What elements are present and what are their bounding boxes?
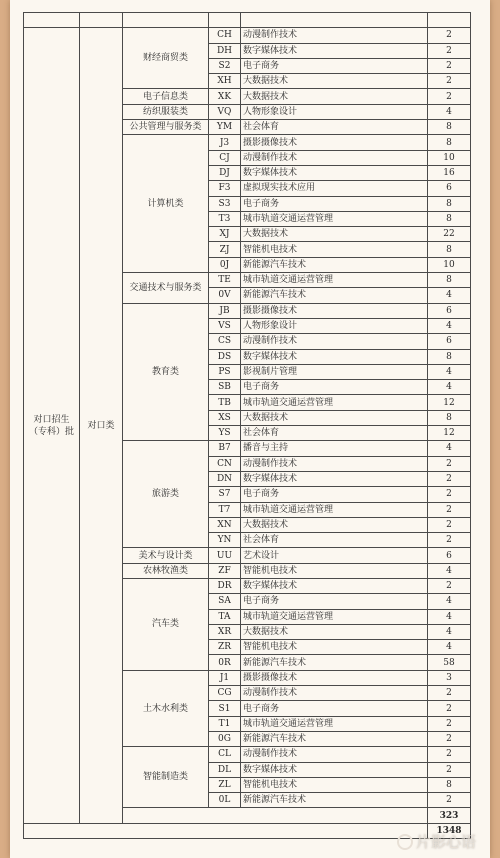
group-name-cell: 农林牧渔类 bbox=[123, 563, 209, 578]
group-name-cell: 旅游类 bbox=[123, 441, 209, 548]
code-cell: DR bbox=[209, 578, 241, 593]
major-cell: 动漫制作技术 bbox=[241, 747, 428, 762]
batch-cell bbox=[24, 28, 80, 823]
quota-cell: 4 bbox=[428, 594, 471, 609]
code-cell: CG bbox=[209, 686, 241, 701]
code-cell: XN bbox=[209, 517, 241, 532]
code-cell: 0G bbox=[209, 731, 241, 746]
code-cell: T1 bbox=[209, 716, 241, 731]
code-cell: DN bbox=[209, 471, 241, 486]
code-cell: YM bbox=[209, 120, 241, 135]
quota-cell: 2 bbox=[428, 533, 471, 548]
code-cell: T7 bbox=[209, 502, 241, 517]
quota-cell: 2 bbox=[428, 747, 471, 762]
major-cell: 新能源汽车技术 bbox=[241, 257, 428, 272]
major-cell: 城市轨道交通运营管理 bbox=[241, 716, 428, 731]
enrollment-plan-table bbox=[23, 12, 471, 839]
code-cell: CL bbox=[209, 747, 241, 762]
major-cell: 播音与主持 bbox=[241, 441, 428, 456]
quota-cell: 3 bbox=[428, 670, 471, 685]
major-cell: 电子商务 bbox=[241, 701, 428, 716]
major-cell: 智能机电技术 bbox=[241, 242, 428, 257]
major-cell: 数字媒体技术 bbox=[241, 349, 428, 364]
quota-cell: 2 bbox=[428, 686, 471, 701]
code-cell: PS bbox=[209, 364, 241, 379]
major-cell: 智能机电技术 bbox=[241, 640, 428, 655]
table-row bbox=[24, 28, 471, 43]
code-cell: J1 bbox=[209, 670, 241, 685]
code-cell: S3 bbox=[209, 196, 241, 211]
quota-cell: 2 bbox=[428, 58, 471, 73]
group-name-cell: 计算机类 bbox=[123, 135, 209, 273]
major-cell: 电子商务 bbox=[241, 487, 428, 502]
code-cell: XH bbox=[209, 74, 241, 89]
major-cell: 城市轨道交通运营管理 bbox=[241, 395, 428, 410]
major-cell: 数字媒体技术 bbox=[241, 471, 428, 486]
group-name-cell: 财经商贸类 bbox=[123, 28, 209, 89]
code-cell: CH bbox=[209, 28, 241, 43]
major-cell: 数字媒体技术 bbox=[241, 762, 428, 777]
major-cell: 城市轨道交通运营管理 bbox=[241, 273, 428, 288]
major-cell: 社会体育 bbox=[241, 120, 428, 135]
code-cell: TE bbox=[209, 273, 241, 288]
watermark bbox=[397, 831, 476, 852]
quota-cell: 2 bbox=[428, 28, 471, 43]
major-cell: 智能机电技术 bbox=[241, 777, 428, 792]
major-cell: 动漫制作技术 bbox=[241, 334, 428, 349]
code-cell: 0V bbox=[209, 288, 241, 303]
quota-cell: 6 bbox=[428, 548, 471, 563]
major-cell: 大数据技术 bbox=[241, 410, 428, 425]
code-cell: TB bbox=[209, 395, 241, 410]
quota-cell: 16 bbox=[428, 165, 471, 180]
group-name-cell: 美术与设计类 bbox=[123, 548, 209, 563]
code-cell: SB bbox=[209, 380, 241, 395]
quota-cell: 6 bbox=[428, 303, 471, 318]
major-cell: 动漫制作技术 bbox=[241, 28, 428, 43]
major-cell: 数字媒体技术 bbox=[241, 165, 428, 180]
quota-cell: 2 bbox=[428, 716, 471, 731]
major-cell: 智能机电技术 bbox=[241, 563, 428, 578]
major-cell: 新能源汽车技术 bbox=[241, 288, 428, 303]
quota-cell: 8 bbox=[428, 410, 471, 425]
top-bar-cell bbox=[209, 13, 241, 28]
quota-cell: 2 bbox=[428, 43, 471, 58]
group-name-cell: 土木水利类 bbox=[123, 670, 209, 746]
major-cell: 动漫制作技术 bbox=[241, 456, 428, 471]
major-cell: 社会体育 bbox=[241, 426, 428, 441]
quota-cell: 2 bbox=[428, 89, 471, 104]
code-cell: 0L bbox=[209, 793, 241, 808]
code-cell: TA bbox=[209, 609, 241, 624]
category-cell: 对口类 bbox=[80, 28, 123, 823]
quota-cell: 2 bbox=[428, 701, 471, 716]
document-page bbox=[10, 0, 490, 858]
quota-cell: 4 bbox=[428, 288, 471, 303]
code-cell: UU bbox=[209, 548, 241, 563]
top-bar-cell bbox=[80, 13, 123, 28]
quota-cell: 8 bbox=[428, 135, 471, 150]
quota-cell: 2 bbox=[428, 578, 471, 593]
code-cell: XR bbox=[209, 624, 241, 639]
code-cell: JB bbox=[209, 303, 241, 318]
code-cell: XK bbox=[209, 89, 241, 104]
quota-cell: 2 bbox=[428, 762, 471, 777]
major-cell: 数字媒体技术 bbox=[241, 43, 428, 58]
code-cell: ZJ bbox=[209, 242, 241, 257]
major-cell: 人物形象设计 bbox=[241, 318, 428, 333]
code-cell: YS bbox=[209, 426, 241, 441]
quota-cell: 8 bbox=[428, 242, 471, 257]
quota-cell: 4 bbox=[428, 364, 471, 379]
code-cell: VS bbox=[209, 318, 241, 333]
quota-cell: 12 bbox=[428, 426, 471, 441]
quota-cell: 2 bbox=[428, 731, 471, 746]
code-cell: ZL bbox=[209, 777, 241, 792]
code-cell: ZR bbox=[209, 640, 241, 655]
code-cell: S2 bbox=[209, 58, 241, 73]
major-cell: 虚拟现实技术应用 bbox=[241, 181, 428, 196]
top-bar-cell bbox=[241, 13, 428, 28]
batch-line2: （专科）批 bbox=[28, 426, 74, 437]
major-cell: 数字媒体技术 bbox=[241, 578, 428, 593]
major-cell: 动漫制作技术 bbox=[241, 150, 428, 165]
code-cell: 0R bbox=[209, 655, 241, 670]
code-cell: SA bbox=[209, 594, 241, 609]
group-name-cell: 电子信息类 bbox=[123, 89, 209, 104]
code-cell: VQ bbox=[209, 104, 241, 119]
quota-cell: 2 bbox=[428, 487, 471, 502]
code-cell: F3 bbox=[209, 181, 241, 196]
watermark-text: 片影心语 bbox=[415, 833, 476, 851]
quota-cell: 58 bbox=[428, 655, 471, 670]
table-body bbox=[24, 13, 471, 839]
quota-cell: 2 bbox=[428, 793, 471, 808]
quota-cell: 8 bbox=[428, 211, 471, 226]
grand-total-blank bbox=[24, 823, 428, 838]
code-cell: CJ bbox=[209, 150, 241, 165]
code-cell: DH bbox=[209, 43, 241, 58]
code-cell: B7 bbox=[209, 441, 241, 456]
quota-cell: 8 bbox=[428, 349, 471, 364]
major-cell: 电子商务 bbox=[241, 380, 428, 395]
major-cell: 人物形象设计 bbox=[241, 104, 428, 119]
code-cell: 0J bbox=[209, 257, 241, 272]
major-cell: 城市轨道交通运营管理 bbox=[241, 211, 428, 226]
quota-cell: 6 bbox=[428, 334, 471, 349]
top-bar-cell bbox=[24, 13, 80, 28]
quota-cell: 6 bbox=[428, 181, 471, 196]
major-cell: 大数据技术 bbox=[241, 517, 428, 532]
code-cell: XS bbox=[209, 410, 241, 425]
quota-cell: 8 bbox=[428, 777, 471, 792]
major-cell: 动漫制作技术 bbox=[241, 686, 428, 701]
major-cell: 城市轨道交通运营管理 bbox=[241, 609, 428, 624]
major-cell: 电子商务 bbox=[241, 196, 428, 211]
quota-cell: 4 bbox=[428, 104, 471, 119]
quota-cell: 12 bbox=[428, 395, 471, 410]
code-cell: DJ bbox=[209, 165, 241, 180]
code-cell: T3 bbox=[209, 211, 241, 226]
group-name-cell: 汽车类 bbox=[123, 578, 209, 670]
major-cell: 电子商务 bbox=[241, 594, 428, 609]
batch-line1: 对口招生 bbox=[33, 414, 70, 425]
major-cell: 摄影摄像技术 bbox=[241, 135, 428, 150]
group-name-cell: 纺织服装类 bbox=[123, 104, 209, 119]
code-cell: CN bbox=[209, 456, 241, 471]
quota-cell: 8 bbox=[428, 273, 471, 288]
quota-cell: 2 bbox=[428, 517, 471, 532]
major-cell: 大数据技术 bbox=[241, 74, 428, 89]
quota-cell: 4 bbox=[428, 318, 471, 333]
major-cell: 摄影摄像技术 bbox=[241, 303, 428, 318]
major-cell: 摄影摄像技术 bbox=[241, 670, 428, 685]
quota-cell: 2 bbox=[428, 74, 471, 89]
major-cell: 城市轨道交通运营管理 bbox=[241, 502, 428, 517]
quota-cell: 22 bbox=[428, 227, 471, 242]
code-cell: YN bbox=[209, 533, 241, 548]
major-cell: 新能源汽车技术 bbox=[241, 793, 428, 808]
code-cell: ZF bbox=[209, 563, 241, 578]
quota-cell: 10 bbox=[428, 257, 471, 272]
quota-cell: 8 bbox=[428, 196, 471, 211]
major-cell: 大数据技术 bbox=[241, 89, 428, 104]
grand-total-value: 1348 bbox=[428, 823, 471, 838]
quota-cell: 4 bbox=[428, 563, 471, 578]
top-bar-cell bbox=[123, 13, 209, 28]
major-cell: 新能源汽车技术 bbox=[241, 731, 428, 746]
group-name-cell: 交通技术与服务类 bbox=[123, 273, 209, 304]
major-cell: 影视制片管理 bbox=[241, 364, 428, 379]
quota-cell: 2 bbox=[428, 471, 471, 486]
quota-cell: 4 bbox=[428, 441, 471, 456]
major-cell: 电子商务 bbox=[241, 58, 428, 73]
quota-cell: 8 bbox=[428, 120, 471, 135]
group-name-cell: 智能制造类 bbox=[123, 747, 209, 808]
quota-cell: 10 bbox=[428, 150, 471, 165]
major-cell: 大数据技术 bbox=[241, 227, 428, 242]
quota-cell: 4 bbox=[428, 640, 471, 655]
quota-cell: 4 bbox=[428, 624, 471, 639]
quota-cell: 4 bbox=[428, 609, 471, 624]
code-cell: DL bbox=[209, 762, 241, 777]
top-bar-cell bbox=[428, 13, 471, 28]
major-cell: 新能源汽车技术 bbox=[241, 655, 428, 670]
major-cell: 艺术设计 bbox=[241, 548, 428, 563]
quota-cell: 2 bbox=[428, 456, 471, 471]
major-cell: 大数据技术 bbox=[241, 624, 428, 639]
subtotal-blank bbox=[123, 808, 428, 823]
top-partial-row bbox=[24, 13, 471, 28]
group-name-cell: 公共管理与服务类 bbox=[123, 120, 209, 135]
code-cell: DS bbox=[209, 349, 241, 364]
major-cell: 社会体育 bbox=[241, 533, 428, 548]
watermark-logo-icon bbox=[397, 834, 413, 850]
subtotal-value: 323 bbox=[428, 808, 471, 823]
code-cell: S7 bbox=[209, 487, 241, 502]
group-name-cell: 教育类 bbox=[123, 303, 209, 441]
code-cell: S1 bbox=[209, 701, 241, 716]
code-cell: CS bbox=[209, 334, 241, 349]
code-cell: XJ bbox=[209, 227, 241, 242]
code-cell: J3 bbox=[209, 135, 241, 150]
quota-cell: 2 bbox=[428, 502, 471, 517]
quota-cell: 4 bbox=[428, 380, 471, 395]
